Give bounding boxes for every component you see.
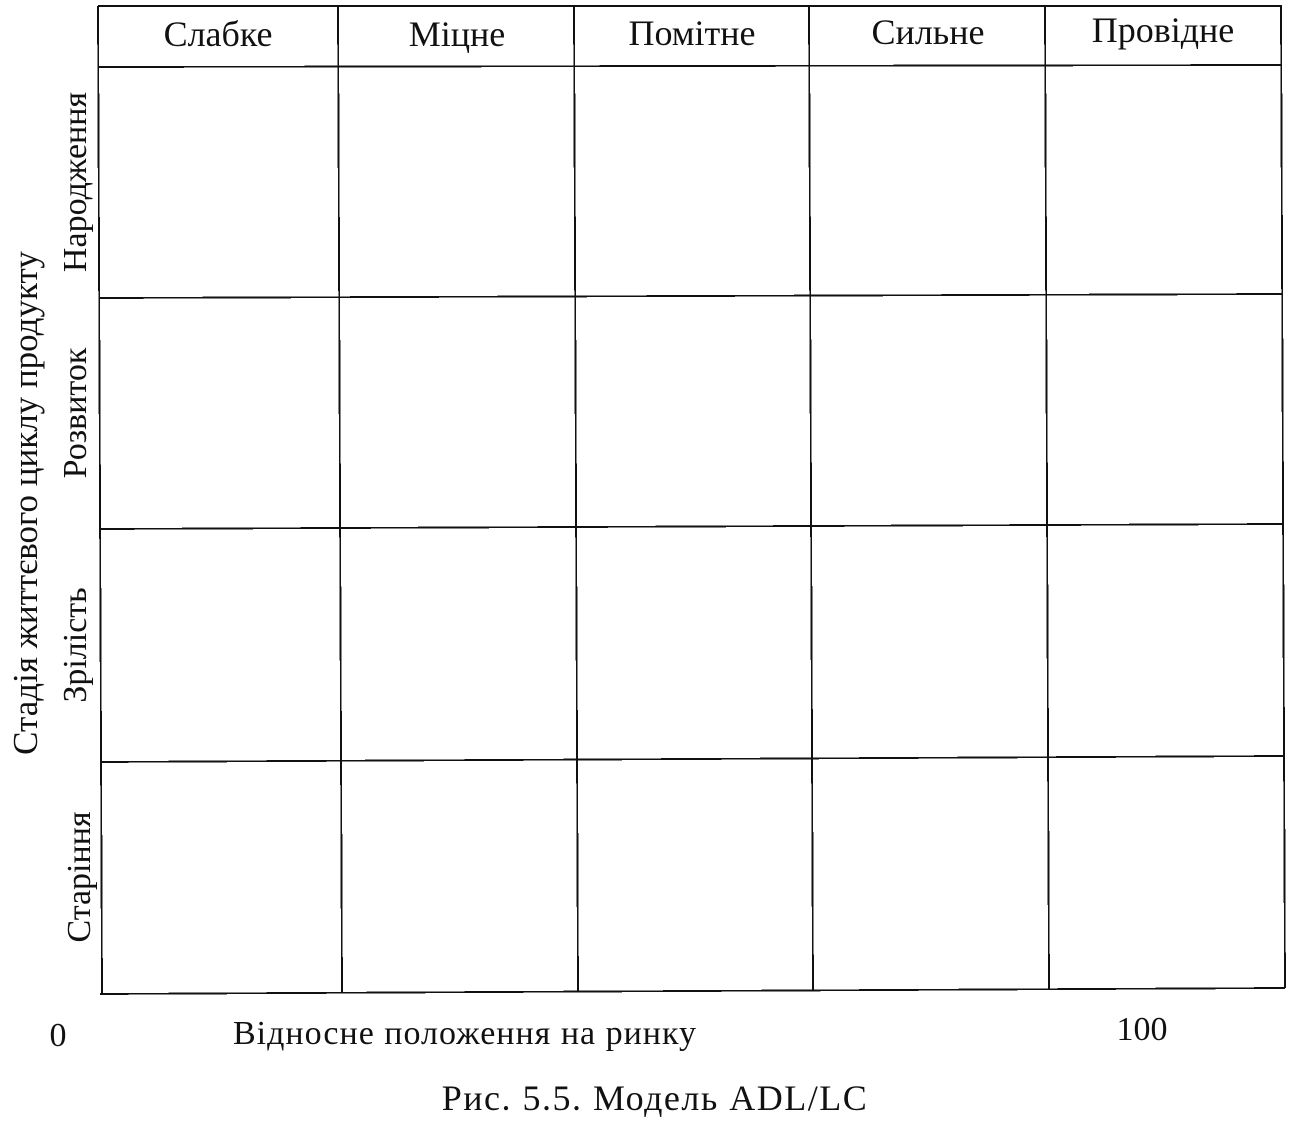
x-axis-min-label: 0: [49, 1017, 67, 1054]
x-axis-max-label: 100: [1116, 1011, 1168, 1048]
grid-line-col-1: [338, 6, 342, 993]
grid-line-left: [98, 6, 102, 994]
row-header-growth: Розвиток: [57, 347, 94, 479]
grid-line-col-3: [809, 6, 813, 991]
row-headers: [57, 92, 98, 943]
grid-line-bottom: [100, 988, 1285, 994]
grid-line-col-2: [574, 6, 578, 992]
x-axis-title: Відносне положення на ринку: [232, 1015, 698, 1052]
figure-caption: Рис. 5.5. Модель ADL/LC: [441, 1078, 869, 1118]
grid-line-right: [1281, 6, 1285, 988]
column-header-strong: Сильне: [871, 12, 985, 52]
column-header-noticeable: Помітне: [628, 13, 756, 53]
column-header-weak: Слабке: [163, 14, 273, 54]
column-header-leading: Провідне: [1091, 10, 1235, 50]
grid-line-col-4: [1045, 6, 1049, 990]
matrix-grid: [98, 6, 1285, 994]
grid-line-row-2: [100, 524, 1283, 529]
row-header-aging: Старіння: [61, 811, 98, 943]
grid-line-row-1: [100, 294, 1282, 298]
column-headers: [164, 10, 1235, 54]
y-axis-title: Стадія життєвого циклу продукту: [6, 251, 45, 755]
grid-line-row-3: [100, 756, 1284, 762]
row-header-birth: Народження: [57, 91, 94, 273]
row-header-maturity: Зрілість: [57, 587, 94, 703]
grid-line-header-bottom: [98, 65, 1282, 67]
column-header-firm: Міцне: [408, 14, 506, 54]
